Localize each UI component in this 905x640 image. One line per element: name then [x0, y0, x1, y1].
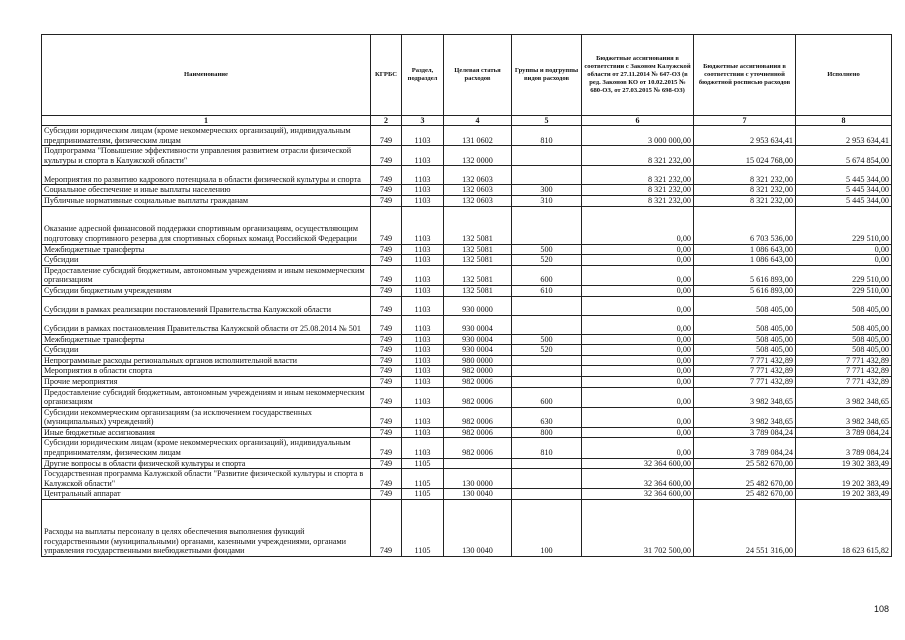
- table-row: [42, 334, 892, 345]
- row-name: Мероприятия по развитию кадрового потенциала в области физической культуры и спорта: [42, 166, 371, 185]
- column-number-row: [42, 116, 892, 126]
- row-approved: 3 000 000,00: [582, 126, 694, 146]
- row-target: 982 0000: [444, 366, 512, 377]
- row-kgrbs: 749: [371, 387, 402, 407]
- row-executed: 2 953 634,41: [796, 126, 892, 146]
- row-group: 800: [512, 427, 582, 438]
- budget-table: [41, 34, 892, 557]
- row-group: 600: [512, 387, 582, 407]
- row-section: 1105: [402, 489, 444, 500]
- row-section: 1103: [402, 255, 444, 266]
- row-refined: 6 703 536,00: [694, 206, 796, 244]
- row-name: Межбюджетные трансферты: [42, 244, 371, 255]
- column-number: 8: [796, 116, 892, 126]
- row-name: Субсидии юридическим лицам (кроме некоммерческих организаций), индивидуальным предпринимателям, физическим лицам: [42, 438, 371, 458]
- row-section: 1103: [402, 355, 444, 366]
- column-number: 6: [582, 116, 694, 126]
- row-executed: 5 674 854,00: [796, 146, 892, 166]
- column-number: 1: [42, 116, 371, 126]
- row-group: [512, 469, 582, 489]
- row-name: Мероприятия в области спорта: [42, 366, 371, 377]
- table-row: [42, 206, 892, 244]
- table-row: [42, 387, 892, 407]
- row-approved: 0,00: [582, 427, 694, 438]
- row-target: 131 0602: [444, 126, 512, 146]
- row-kgrbs: 749: [371, 345, 402, 356]
- row-section: 1103: [402, 427, 444, 438]
- row-target: 930 0000: [444, 296, 512, 315]
- header-approved: Бюджетные ассигнования в соответствии с Законом Калужской области от 27.11.2014 № 647-ОЗ (в ред. Законов КО от 10.02.2015 № 680-ОЗ, от 27.03.2015 № 698-ОЗ): [582, 35, 694, 116]
- row-target: 930 0004: [444, 334, 512, 345]
- row-name: Оказание адресной финансовой поддержки спортивным организациям, осуществляющим подготовку спортивного резерва для спортивных сборных команд Российской Федерации: [42, 206, 371, 244]
- row-refined: 7 771 432,89: [694, 376, 796, 387]
- row-refined: 7 771 432,89: [694, 366, 796, 377]
- row-approved: 0,00: [582, 285, 694, 296]
- row-kgrbs: 749: [371, 255, 402, 266]
- row-group: [512, 146, 582, 166]
- row-kgrbs: 749: [371, 500, 402, 557]
- table-row: [42, 469, 892, 489]
- table-row: [42, 489, 892, 500]
- row-kgrbs: 749: [371, 427, 402, 438]
- row-refined: 5 616 893,00: [694, 265, 796, 285]
- row-refined: 508 405,00: [694, 334, 796, 345]
- row-approved: 0,00: [582, 387, 694, 407]
- table-body: [42, 116, 892, 557]
- row-target: 132 0603: [444, 166, 512, 185]
- row-refined: 25 482 670,00: [694, 469, 796, 489]
- table-row: [42, 296, 892, 315]
- row-group: 520: [512, 345, 582, 356]
- row-approved: 32 364 600,00: [582, 469, 694, 489]
- row-target: 132 5081: [444, 255, 512, 266]
- row-section: 1103: [402, 296, 444, 315]
- row-name: Государственная программа Калужской области "Развитие физической культуры и спорта в Калужской области": [42, 469, 371, 489]
- row-refined: 3 982 348,65: [694, 387, 796, 407]
- row-section: 1103: [402, 265, 444, 285]
- row-executed: 508 405,00: [796, 315, 892, 334]
- table-row: [42, 427, 892, 438]
- table-row: [42, 185, 892, 196]
- row-name: Субсидии в рамках реализации постановлений Правительства Калужской области: [42, 296, 371, 315]
- row-refined: 1 086 643,00: [694, 255, 796, 266]
- row-executed: 18 623 615,82: [796, 500, 892, 557]
- row-executed: 5 445 344,00: [796, 195, 892, 206]
- row-approved: 32 364 600,00: [582, 489, 694, 500]
- row-kgrbs: 749: [371, 185, 402, 196]
- table-row: [42, 355, 892, 366]
- row-kgrbs: 749: [371, 296, 402, 315]
- row-executed: 3 789 084,24: [796, 427, 892, 438]
- row-refined: 25 482 670,00: [694, 489, 796, 500]
- column-number: 4: [444, 116, 512, 126]
- row-executed: 0,00: [796, 244, 892, 255]
- row-executed: 19 202 383,49: [796, 469, 892, 489]
- row-group: [512, 458, 582, 469]
- row-approved: 8 321 232,00: [582, 146, 694, 166]
- header-executed: Исполнено: [796, 35, 892, 116]
- row-name: Другие вопросы в области физической культуры и спорта: [42, 458, 371, 469]
- row-group: 520: [512, 255, 582, 266]
- table-row: [42, 366, 892, 377]
- row-executed: 229 510,00: [796, 206, 892, 244]
- row-target: 130 0040: [444, 500, 512, 557]
- column-number: 7: [694, 116, 796, 126]
- row-approved: 0,00: [582, 206, 694, 244]
- row-section: 1103: [402, 244, 444, 255]
- row-kgrbs: 749: [371, 355, 402, 366]
- row-group: [512, 296, 582, 315]
- row-name: Непрограммные расходы региональных органов исполнительной власти: [42, 355, 371, 366]
- row-group: 500: [512, 244, 582, 255]
- header-refined: Бюджетные ассигнования в соответствии с уточненной бюджетной росписью расходов: [694, 35, 796, 116]
- row-target: 930 0004: [444, 315, 512, 334]
- row-approved: 0,00: [582, 255, 694, 266]
- row-name: Предоставление субсидий бюджетным, автономным учреждениям и иным некоммерческим организациям: [42, 265, 371, 285]
- row-approved: 0,00: [582, 265, 694, 285]
- row-target: 132 5081: [444, 244, 512, 255]
- row-target: 982 0006: [444, 376, 512, 387]
- row-name: Прочие мероприятия: [42, 376, 371, 387]
- row-refined: 25 582 670,00: [694, 458, 796, 469]
- row-group: 600: [512, 265, 582, 285]
- row-kgrbs: 749: [371, 489, 402, 500]
- row-target: 132 5081: [444, 285, 512, 296]
- row-name: Субсидии: [42, 255, 371, 266]
- row-refined: 8 321 232,00: [694, 195, 796, 206]
- row-section: 1103: [402, 206, 444, 244]
- row-approved: 32 364 600,00: [582, 458, 694, 469]
- table-row: [42, 315, 892, 334]
- row-name: Центральный аппарат: [42, 489, 371, 500]
- table-row: [42, 500, 892, 557]
- row-executed: 229 510,00: [796, 285, 892, 296]
- row-target: 130 0040: [444, 489, 512, 500]
- row-refined: 1 086 643,00: [694, 244, 796, 255]
- row-refined: 3 789 084,24: [694, 427, 796, 438]
- column-number: 5: [512, 116, 582, 126]
- row-group: 100: [512, 500, 582, 557]
- table-row: [42, 376, 892, 387]
- row-section: 1103: [402, 185, 444, 196]
- row-approved: 0,00: [582, 407, 694, 427]
- row-executed: 3 982 348,65: [796, 407, 892, 427]
- row-name: Субсидии в рамках постановления Правительства Калужской области от 25.08.2014 № 501: [42, 315, 371, 334]
- row-name: Субсидии некоммерческим организациям (за исключением государственных (муниципальных) учреждений): [42, 407, 371, 427]
- row-executed: 3 789 084,24: [796, 438, 892, 458]
- row-target: 980 0000: [444, 355, 512, 366]
- column-number: 2: [371, 116, 402, 126]
- row-kgrbs: 749: [371, 146, 402, 166]
- row-approved: 8 321 232,00: [582, 195, 694, 206]
- row-target: 132 5081: [444, 206, 512, 244]
- row-section: 1105: [402, 469, 444, 489]
- row-approved: 8 321 232,00: [582, 185, 694, 196]
- row-refined: 3 789 084,24: [694, 438, 796, 458]
- table-row: [42, 126, 892, 146]
- row-refined: 15 024 768,00: [694, 146, 796, 166]
- row-kgrbs: 749: [371, 438, 402, 458]
- row-name: Субсидии: [42, 345, 371, 356]
- row-kgrbs: 749: [371, 366, 402, 377]
- header-kgrbs: КГРБС: [371, 35, 402, 116]
- table-row: [42, 255, 892, 266]
- row-group: [512, 355, 582, 366]
- row-kgrbs: 749: [371, 166, 402, 185]
- row-kgrbs: 749: [371, 126, 402, 146]
- table-row: [42, 244, 892, 255]
- column-number: 3: [402, 116, 444, 126]
- row-executed: 7 771 432,89: [796, 376, 892, 387]
- row-group: [512, 366, 582, 377]
- row-approved: 0,00: [582, 376, 694, 387]
- row-approved: 0,00: [582, 438, 694, 458]
- row-target: [444, 458, 512, 469]
- header-target: Целевая статья расходов: [444, 35, 512, 116]
- row-executed: 508 405,00: [796, 296, 892, 315]
- row-section: 1103: [402, 438, 444, 458]
- row-name: Межбюджетные трансферты: [42, 334, 371, 345]
- page-number: 108: [873, 604, 889, 614]
- row-approved: 0,00: [582, 366, 694, 377]
- table-row: [42, 345, 892, 356]
- row-kgrbs: 749: [371, 206, 402, 244]
- row-executed: 5 445 344,00: [796, 166, 892, 185]
- header-row: [42, 35, 892, 116]
- table-row: [42, 146, 892, 166]
- table-row: [42, 407, 892, 427]
- row-name: Подпрограмма "Повышение эффективности управления развитием отрасли физической культуры и спорта в Калужской области": [42, 146, 371, 166]
- row-executed: 5 445 344,00: [796, 185, 892, 196]
- row-name: Расходы на выплаты персоналу в целях обеспечения выполнения функций государственными (муниципальными) органами, казенными учреждениями, органами управления государственными внебюджетными фондами: [42, 500, 371, 557]
- row-section: 1105: [402, 500, 444, 557]
- row-refined: 8 321 232,00: [694, 166, 796, 185]
- row-target: 132 0000: [444, 146, 512, 166]
- row-target: 132 0603: [444, 195, 512, 206]
- row-executed: 19 202 383,49: [796, 489, 892, 500]
- row-group: [512, 206, 582, 244]
- row-executed: 3 982 348,65: [796, 387, 892, 407]
- row-executed: 508 405,00: [796, 334, 892, 345]
- row-approved: 0,00: [582, 315, 694, 334]
- row-target: 930 0004: [444, 345, 512, 356]
- row-section: 1103: [402, 166, 444, 185]
- row-kgrbs: 749: [371, 265, 402, 285]
- header-group: Группы и подгруппы видов расходов: [512, 35, 582, 116]
- row-kgrbs: 749: [371, 469, 402, 489]
- table-row: [42, 195, 892, 206]
- row-name: Субсидии юридическим лицам (кроме некоммерческих организаций), индивидуальным предпринимателям, физическим лицам: [42, 126, 371, 146]
- budget-table-sheet: [41, 34, 891, 557]
- row-group: 310: [512, 195, 582, 206]
- row-kgrbs: 749: [371, 334, 402, 345]
- table-row: [42, 438, 892, 458]
- row-name: Субсидии бюджетным учреждениям: [42, 285, 371, 296]
- row-executed: 0,00: [796, 255, 892, 266]
- row-name: Предоставление субсидий бюджетным, автономным учреждениям и иным некоммерческим организациям: [42, 387, 371, 407]
- row-executed: 19 302 383,49: [796, 458, 892, 469]
- row-kgrbs: 749: [371, 195, 402, 206]
- table-row: [42, 458, 892, 469]
- row-section: 1103: [402, 315, 444, 334]
- row-kgrbs: 749: [371, 376, 402, 387]
- row-group: [512, 489, 582, 500]
- row-refined: 508 405,00: [694, 345, 796, 356]
- row-name: Публичные нормативные социальные выплаты гражданам: [42, 195, 371, 206]
- row-approved: 31 702 500,00: [582, 500, 694, 557]
- row-approved: 0,00: [582, 296, 694, 315]
- row-kgrbs: 749: [371, 244, 402, 255]
- row-refined: 24 551 316,00: [694, 500, 796, 557]
- row-refined: 508 405,00: [694, 315, 796, 334]
- row-section: 1105: [402, 458, 444, 469]
- row-target: 982 0006: [444, 438, 512, 458]
- row-group: 810: [512, 126, 582, 146]
- row-section: 1103: [402, 334, 444, 345]
- row-executed: 229 510,00: [796, 265, 892, 285]
- row-refined: 5 616 893,00: [694, 285, 796, 296]
- row-approved: 0,00: [582, 244, 694, 255]
- row-section: 1103: [402, 345, 444, 356]
- row-section: 1103: [402, 407, 444, 427]
- row-kgrbs: 749: [371, 285, 402, 296]
- row-section: 1103: [402, 146, 444, 166]
- row-executed: 7 771 432,89: [796, 366, 892, 377]
- row-section: 1103: [402, 376, 444, 387]
- row-target: 982 0006: [444, 387, 512, 407]
- table-row: [42, 265, 892, 285]
- header-name: Наименование: [42, 35, 371, 116]
- row-group: 500: [512, 334, 582, 345]
- row-refined: 3 982 348,65: [694, 407, 796, 427]
- row-refined: 508 405,00: [694, 296, 796, 315]
- row-name: Иные бюджетные ассигнования: [42, 427, 371, 438]
- row-kgrbs: 749: [371, 407, 402, 427]
- row-section: 1103: [402, 195, 444, 206]
- row-target: 130 0000: [444, 469, 512, 489]
- row-section: 1103: [402, 126, 444, 146]
- row-group: [512, 166, 582, 185]
- row-refined: 8 321 232,00: [694, 185, 796, 196]
- row-approved: 0,00: [582, 334, 694, 345]
- row-approved: 0,00: [582, 345, 694, 356]
- table-row: [42, 166, 892, 185]
- row-group: [512, 315, 582, 334]
- row-kgrbs: 749: [371, 315, 402, 334]
- table-row: [42, 285, 892, 296]
- row-executed: 7 771 432,89: [796, 355, 892, 366]
- row-refined: 7 771 432,89: [694, 355, 796, 366]
- row-group: 300: [512, 185, 582, 196]
- row-kgrbs: 749: [371, 458, 402, 469]
- row-group: [512, 376, 582, 387]
- row-approved: 8 321 232,00: [582, 166, 694, 185]
- row-target: 132 5081: [444, 265, 512, 285]
- row-name: Социальное обеспечение и иные выплаты населению: [42, 185, 371, 196]
- row-group: 610: [512, 285, 582, 296]
- row-section: 1103: [402, 285, 444, 296]
- row-target: 132 0603: [444, 185, 512, 196]
- row-refined: 2 953 634,41: [694, 126, 796, 146]
- row-executed: 508 405,00: [796, 345, 892, 356]
- row-target: 982 0006: [444, 407, 512, 427]
- row-group: 810: [512, 438, 582, 458]
- row-section: 1103: [402, 387, 444, 407]
- row-section: 1103: [402, 366, 444, 377]
- row-target: 982 0006: [444, 427, 512, 438]
- row-approved: 0,00: [582, 355, 694, 366]
- row-group: 630: [512, 407, 582, 427]
- header-section: Раздел, подраздел: [402, 35, 444, 116]
